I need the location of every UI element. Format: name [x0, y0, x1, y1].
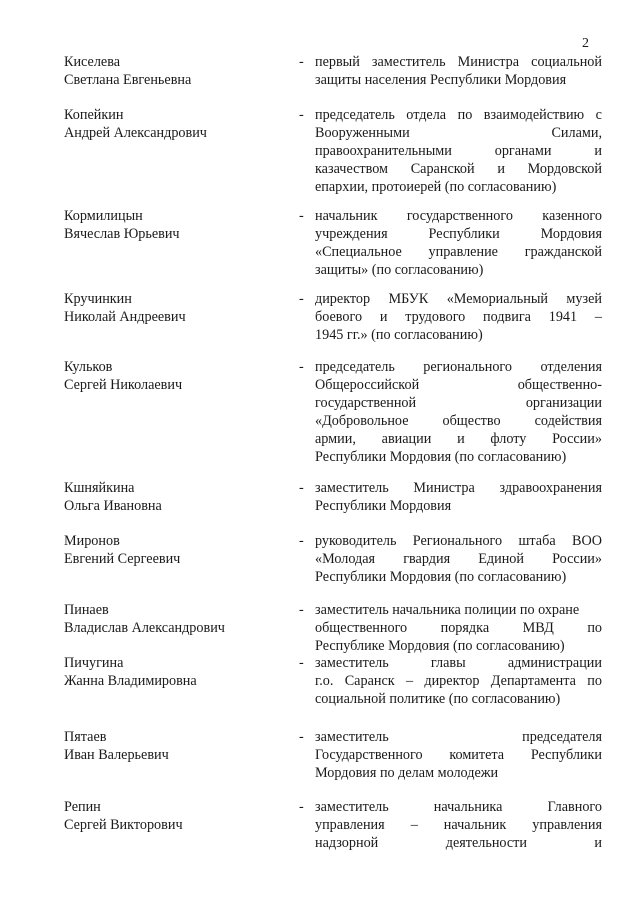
position-word: по: [457, 107, 473, 123]
member-position: [315, 798, 602, 852]
position-word: председатель: [315, 359, 395, 375]
position-line: [315, 160, 602, 178]
position-word: Единой: [478, 551, 524, 567]
member-position: [315, 654, 602, 708]
position-line: [315, 178, 602, 196]
member-surname: Кшняйкина: [64, 480, 135, 496]
member-name: [64, 358, 284, 394]
position-word: МВД: [522, 620, 554, 636]
position-line: [315, 430, 602, 448]
position-line: [315, 261, 602, 279]
position-line: [315, 568, 602, 586]
position-word: ВОО: [572, 533, 602, 549]
position-word: заместитель: [315, 655, 389, 671]
member-name: [64, 106, 284, 142]
position-word: –: [594, 309, 602, 325]
position-line: [315, 106, 602, 124]
position-line: [315, 672, 602, 690]
position-word: Министра: [457, 54, 520, 70]
position-word: управления: [532, 817, 602, 833]
member-position: [315, 207, 602, 279]
position-line: [315, 243, 602, 261]
position-line: [315, 142, 602, 160]
position-line: [315, 124, 602, 142]
position-word: подвига: [483, 309, 531, 325]
member-given-names: Ольга Ивановна: [64, 498, 162, 514]
list-dash: -: [299, 107, 304, 123]
position-line: [315, 479, 602, 497]
position-word: содействия: [534, 413, 602, 429]
position-line: [315, 376, 602, 394]
position-word: главы: [430, 655, 466, 671]
member-surname: Репин: [64, 799, 101, 815]
position-word: казачеством: [315, 161, 388, 177]
position-line: [315, 308, 602, 326]
position-word: музей: [566, 291, 602, 307]
member-given-names: Николай Андреевич: [64, 309, 186, 325]
position-word: Департамента: [490, 673, 576, 689]
position-word: заместитель: [315, 799, 389, 815]
position-line: [315, 394, 602, 412]
position-line: [315, 326, 602, 344]
position-word: штаба: [518, 533, 556, 549]
position-word: и: [457, 431, 465, 447]
member-position: [315, 290, 602, 344]
position-word: Республики Мордовия: [315, 498, 452, 514]
list-dash: -: [299, 480, 304, 496]
list-dash: -: [299, 729, 304, 745]
position-word: социальной политике (по согласованию): [315, 691, 561, 707]
list-dash: -: [299, 291, 304, 307]
member-given-names: Владислав Александрович: [64, 620, 225, 636]
position-word: общество: [442, 413, 501, 429]
member-surname: Миронов: [64, 533, 120, 549]
position-word: и: [497, 161, 505, 177]
member-surname: Копейкин: [64, 107, 124, 123]
list-dash: -: [299, 208, 304, 224]
member-position: [315, 728, 602, 782]
position-line: [315, 690, 602, 708]
position-word: г.о.: [315, 673, 334, 689]
member-surname: Пятаев: [64, 729, 107, 745]
list-dash: -: [299, 602, 304, 618]
position-line: [315, 834, 602, 852]
member-position: [315, 358, 602, 466]
position-word: Мордовия: [540, 226, 602, 242]
position-word: здравоохранения: [499, 480, 602, 496]
position-word: епархии, протоиерей (по согласованию): [315, 179, 557, 195]
position-line: [315, 746, 602, 764]
position-word: по: [587, 620, 602, 636]
position-word: с: [595, 107, 602, 123]
position-word: органами: [494, 143, 552, 159]
position-word: Главного: [547, 799, 602, 815]
position-word: государственного: [406, 208, 513, 224]
position-word: защиты» (по согласованию): [315, 262, 484, 278]
position-word: «Специальное: [315, 244, 402, 260]
position-word: защиты населения Республики Мордовия: [315, 72, 567, 88]
position-word: председателя: [522, 729, 602, 745]
position-word: Саранск: [344, 673, 395, 689]
member-position: [315, 479, 602, 515]
position-word: МБУК: [388, 291, 429, 307]
position-word: государственной: [315, 395, 417, 411]
position-line: [315, 637, 602, 655]
member-name: [64, 654, 284, 690]
position-word: начальник: [315, 208, 378, 224]
member-given-names: Сергей Викторович: [64, 817, 183, 833]
position-word: гражданской: [524, 244, 602, 260]
member-given-names: Сергей Николаевич: [64, 377, 183, 393]
position-word: Мордовия по делам молодежи: [315, 765, 499, 781]
position-word: Саранской: [410, 161, 475, 177]
member-surname: Пичугина: [64, 655, 124, 671]
position-line: [315, 290, 602, 308]
position-word: социальной: [531, 54, 602, 70]
member-given-names: Вячеслав Юрьевич: [64, 226, 180, 242]
position-word: «Добровольное: [315, 413, 409, 429]
position-word: и: [594, 143, 602, 159]
position-word: флоту: [490, 431, 527, 447]
position-word: по: [587, 673, 602, 689]
position-word: армии,: [315, 431, 356, 447]
member-position: [315, 532, 602, 586]
position-word: управление: [428, 244, 498, 260]
page-number: 2: [582, 36, 589, 51]
member-surname: Кормилицын: [64, 208, 143, 224]
position-line: [315, 728, 602, 746]
position-word: Общероссийской: [315, 377, 420, 393]
position-word: регионального: [423, 359, 512, 375]
position-word: боевого: [315, 309, 363, 325]
member-surname: Кручинкин: [64, 291, 132, 307]
position-word: заместитель: [315, 480, 389, 496]
position-word: организации: [525, 395, 602, 411]
position-word: управления: [315, 817, 385, 833]
member-name: [64, 53, 284, 89]
member-given-names: Светлана Евгеньевна: [64, 72, 192, 88]
position-word: «Мемориальный: [446, 291, 548, 307]
position-word: Республики: [428, 226, 500, 242]
member-position: [315, 601, 602, 655]
member-position: [315, 53, 602, 89]
position-word: директор: [315, 291, 371, 307]
position-word: 1941: [548, 309, 578, 325]
member-given-names: Иван Валерьевич: [64, 747, 169, 763]
position-word: комитета: [449, 747, 505, 763]
position-line: [315, 550, 602, 568]
position-word: России»: [552, 551, 602, 567]
position-word: Республике Мордовия (по согласованию): [315, 638, 565, 654]
position-word: руководитель: [315, 533, 397, 549]
position-word: начальника: [433, 799, 503, 815]
position-word: «Молодая: [315, 551, 376, 567]
position-line: [315, 497, 602, 515]
member-given-names: Евгений Сергеевич: [64, 551, 181, 567]
position-word: первый: [315, 54, 360, 70]
position-word: директор: [424, 673, 480, 689]
position-word: Регионального: [412, 533, 503, 549]
position-line: [315, 53, 602, 71]
position-line: [315, 358, 602, 376]
position-line: [315, 412, 602, 430]
member-name: [64, 479, 284, 515]
member-position: [315, 106, 602, 196]
position-word: казенного: [542, 208, 602, 224]
member-given-names: Жанна Владимировна: [64, 673, 197, 689]
position-word: Министра: [413, 480, 475, 496]
member-name: [64, 532, 284, 568]
member-name: [64, 601, 284, 637]
position-word: взаимодействию: [483, 107, 585, 123]
position-word: Мордовской: [527, 161, 602, 177]
position-word: –: [410, 817, 418, 833]
list-dash: -: [299, 533, 304, 549]
position-word: Вооруженными: [315, 125, 410, 141]
member-surname: Киселева: [64, 54, 121, 70]
position-line: [315, 207, 602, 225]
position-word: Республики Мордовия (по согласованию): [315, 449, 567, 465]
position-word: общественно-: [517, 377, 602, 393]
position-word: Республики Мордовия (по согласованию): [315, 569, 567, 585]
position-word: трудового: [405, 309, 466, 325]
member-name: [64, 798, 284, 834]
position-line: [315, 225, 602, 243]
position-word: заместитель: [371, 54, 446, 70]
position-word: надзорной: [315, 835, 379, 851]
position-word: Силами,: [551, 125, 602, 141]
member-name: [64, 207, 284, 243]
list-dash: -: [299, 359, 304, 375]
position-word: общественного: [315, 620, 408, 636]
member-name: [64, 290, 284, 326]
position-line: [315, 764, 602, 782]
list-dash: -: [299, 655, 304, 671]
position-word: отделения: [540, 359, 602, 375]
position-word: порядка: [440, 620, 490, 636]
member-surname: Пинаев: [64, 602, 109, 618]
position-word: правоохранительными: [315, 143, 452, 159]
position-word: –: [405, 673, 414, 689]
position-line: [315, 448, 602, 466]
position-word: и: [594, 835, 602, 851]
position-word: учреждения: [315, 226, 388, 242]
position-line: [315, 816, 602, 834]
member-name: [64, 728, 284, 764]
position-line: [315, 532, 602, 550]
position-word: председатель: [315, 107, 395, 123]
position-word: Республики: [530, 747, 602, 763]
position-word: 1945 гг.» (по согласованию): [315, 327, 483, 343]
position-line: [315, 654, 602, 672]
position-line: [315, 601, 602, 619]
list-dash: -: [299, 54, 304, 70]
position-line: [315, 71, 602, 89]
position-word: заместитель начальника полиции по охране: [315, 602, 580, 618]
position-word: России»: [552, 431, 602, 447]
position-word: начальник: [443, 817, 507, 833]
position-line: [315, 619, 602, 637]
position-word: и: [379, 309, 388, 325]
list-dash: -: [299, 799, 304, 815]
position-line: [315, 798, 602, 816]
position-word: гвардия: [403, 551, 451, 567]
position-word: заместитель: [315, 729, 389, 745]
member-surname: Кульков: [64, 359, 113, 375]
position-word: авиации: [381, 431, 432, 447]
position-word: администрации: [507, 655, 602, 671]
position-word: деятельности: [445, 835, 527, 851]
position-word: Государственного: [315, 747, 423, 763]
position-word: отдела: [406, 107, 447, 123]
member-given-names: Андрей Александрович: [64, 125, 207, 141]
